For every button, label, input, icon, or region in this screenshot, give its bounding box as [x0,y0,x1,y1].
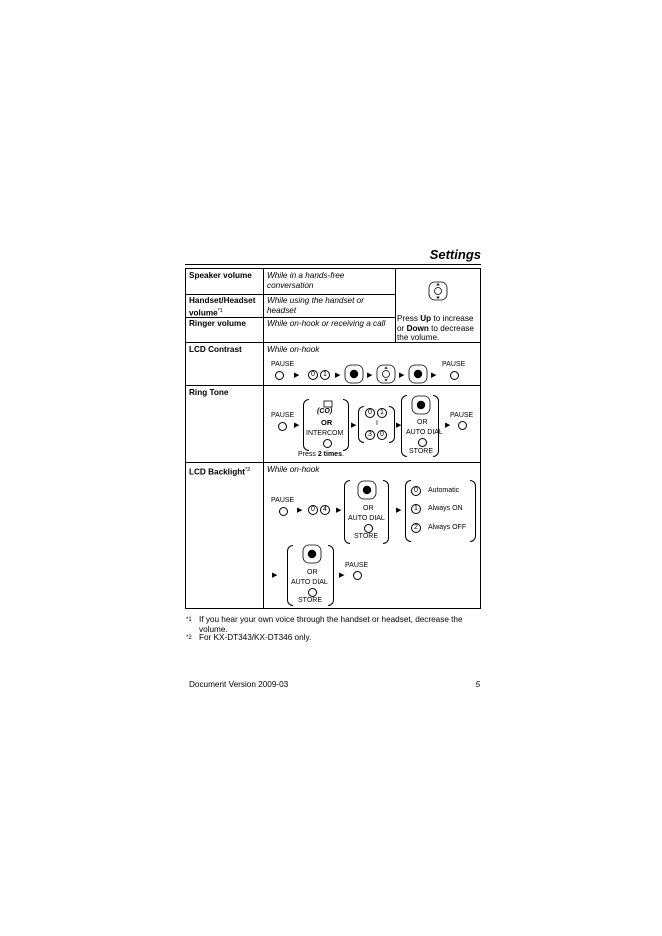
or-label: OR [417,419,428,426]
hook-key-icon [275,371,284,380]
hook-key-icon [278,422,287,431]
press-times-note: Press 2 times. [298,451,344,458]
store-label: STORE [354,533,378,540]
row-label-lcd-backlight: LCD Backlight$^{*2}$ [189,467,251,477]
step-arrow-icon: ▶ [335,372,341,379]
footnote-2: $^{*2}$ For KX-DT343/KX-DT346 only. [186,633,312,642]
auto-dial-label: AUTO DIAL [291,579,328,586]
step-arrow-icon: ▶ [294,422,300,429]
co-key-icon [323,400,333,408]
step-arrow-icon: ▶ [396,507,402,514]
auto-dial-key-icon [308,588,317,597]
pause-label: PAUSE [345,562,369,569]
pause-label: PAUSE [450,412,474,419]
intercom-label: INTERCOM [306,430,344,437]
document-version: Document Version 2009-03 [189,680,289,689]
step-arrow-icon: ▶ [396,422,402,429]
navigator-key-icon [427,280,449,302]
volume-instruction: Press Up to increase or Down to decrease the volume. [397,314,474,342]
group-bracket-right [389,406,395,443]
group-bracket-left [358,406,364,443]
row-desc-speaker-volume: While in a hands-free conversation [267,271,345,290]
store-label: STORE [409,448,433,455]
navigator-center-key-icon [411,395,431,415]
option-label: Always OFF [428,524,467,531]
row-label-ringer-volume: Ringer volume [189,319,246,328]
group-bracket-left [344,480,350,544]
navigator-center-key-icon [357,480,377,500]
group-bracket-right [383,480,389,544]
row-desc-handset-volume: While using the handset or headset [267,296,364,315]
group-bracket-left [303,399,309,451]
store-label: STORE [298,597,322,604]
intercom-key-icon [323,439,332,448]
group-bracket-right [343,399,349,451]
auto-dial-label: AUTO DIAL [406,429,443,436]
row-label-speaker-volume: Speaker volume [189,271,252,280]
row-label-ring-tone: Ring Tone [189,388,229,397]
step-arrow-icon: ▶ [272,572,278,579]
step-arrow-icon: ▶ [399,372,405,379]
pause-label: PAUSE [442,361,466,368]
row-desc-ringer-volume: While on-hook or receiving a call [267,319,386,328]
pause-label: PAUSE [271,497,295,504]
range-separator: I [376,420,378,427]
auto-dial-key-icon [418,438,427,447]
digit-key: 0 [377,430,387,440]
hook-key-icon [450,371,459,380]
step-arrow-icon: ▶ [339,572,345,579]
digit-key: 2 [411,523,421,533]
group-bracket-right [470,480,476,542]
group-bracket-right [433,395,439,457]
row-desc-lcd-backlight: While on-hook [267,465,320,474]
settings-table [185,268,481,609]
step-arrow-icon: ▶ [351,422,357,429]
group-bracket-left [287,545,293,606]
step-arrow-icon: ▶ [294,372,300,379]
row-label-lcd-contrast: LCD Contrast [189,345,242,354]
navigator-center-key-icon [344,364,364,384]
auto-dial-key-icon [364,524,373,533]
navigator-key-icon [376,364,396,384]
digit-key: 0 [411,486,421,496]
digit-key: 4 [320,505,330,515]
column-divider [395,269,396,342]
or-label: OR [321,418,333,427]
or-label: OR [307,569,318,576]
step-arrow-icon: ▶ [297,507,303,514]
group-bracket-left [401,395,407,457]
step-arrow-icon: ▶ [445,422,451,429]
navigator-center-key-icon [408,364,428,384]
option-label: Always ON [428,505,463,512]
digit-key: 1 [377,408,387,418]
row-desc-lcd-contrast: While on-hook [267,345,320,354]
digit-key: 0 [308,505,318,515]
navigator-center-key-icon [302,544,322,564]
hook-key-icon [458,421,467,430]
hook-key-icon [353,571,362,580]
row-label-handset-volume: Handset/Headset volume$^{*1}$ [189,296,256,318]
or-label: OR [363,505,374,512]
step-arrow-icon: ▶ [336,507,342,514]
option-label: Automatic [428,487,460,494]
header-rule [185,264,481,265]
pause-label: PAUSE [271,361,295,368]
page-section-title: Settings [429,247,481,262]
digit-key: 0 [308,370,318,380]
co-label: (CO) [317,408,333,415]
group-bracket-right [328,545,334,606]
step-arrow-icon: ▶ [367,372,373,379]
hook-key-icon [279,507,288,516]
step-arrow-icon: ▶ [431,372,437,379]
digit-key: 0 [365,408,375,418]
page-number: 5 [475,680,480,689]
auto-dial-label: AUTO DIAL [348,515,385,522]
footnote-1: $^{*1}$ If you hear your own voice through the handset or headset, decrease the volume. [186,615,463,634]
digit-key: 1 [411,504,421,514]
digit-key: 1 [320,370,330,380]
pause-label: PAUSE [271,412,295,419]
digit-key: 3 [365,430,375,440]
